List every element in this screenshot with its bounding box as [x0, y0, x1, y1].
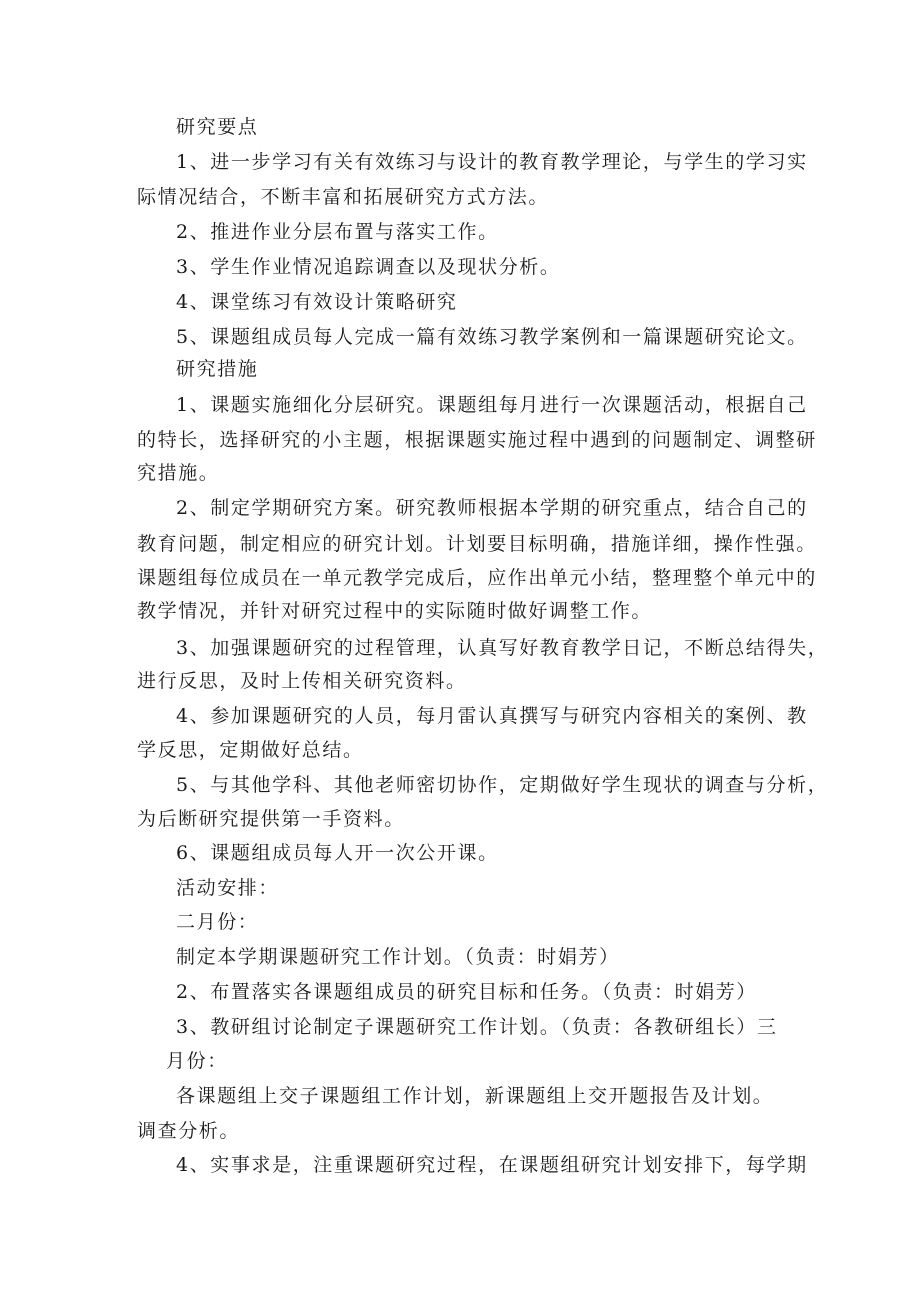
text-line: 课题组每位成员在一单元教学完成后，应作出单元小结，整理整个单元中的 [137, 567, 817, 589]
text-line: 4、参加课题研究的人员，每月雷认真撰写与研究内容相关的案例、教 [176, 705, 808, 727]
text-line: 调查分析。 [137, 1120, 241, 1142]
text-line: 5、与其他学科、其他老师密切协作，定期做好学生现状的调查与分析， [176, 774, 829, 796]
text-line: 2、推进作业分层布置与落实工作。 [176, 221, 499, 243]
text-line: 制定本学期课题研究工作计划。（负责：时娟芳） [176, 946, 620, 968]
text-line: 3、加强课题研究的过程管理，认真写好教育教学日记，不断总结得失， [176, 637, 829, 659]
text-line: 1、进一步学习有关有效练习与设计的教育教学理论，与学生的学习实 [176, 151, 808, 173]
text-line: 4、课堂练习有效设计策略研究 [176, 291, 458, 313]
heading-february: 二月份： [176, 911, 259, 933]
text-line: 1、课题实施细化分层研究。课题组每月进行一次课题活动，根据自己 [176, 394, 808, 416]
text-line: 学反思，定期做好总结。 [137, 739, 364, 761]
text-line: 5、课题组成员每人完成一篇有效练习教学案例和一篇课题研究论文。 [176, 326, 808, 348]
text-line: 2、布置落实各课题组成员的研究目标和任务。（负责：时娟芳） [176, 981, 757, 1003]
heading-research-points: 研究要点 [176, 116, 259, 138]
text-line: 3、教研组讨论制定子课题研究工作计划。（负责：各教研组长）三 [176, 1016, 778, 1038]
text-line: 2、制定学期研究方案。研究教师根据本学期的研究重点，结合自己的 [176, 497, 808, 519]
heading-research-measures: 研究措施 [176, 358, 259, 380]
text-line: 为后断研究提供第一手资料。 [137, 808, 405, 830]
text-line: 教学情况，并针对研究过程中的实际随时做好调整工作。 [137, 600, 653, 622]
heading-activity-schedule: 活动安排： [176, 877, 280, 899]
text-line: 3、学生作业情况追踪调查以及现状分析。 [176, 256, 561, 278]
text-line: 教育问题，制定相应的研究计划。计划要目标明确，措施详细，操作性强。 [137, 533, 817, 555]
text-line: 月份： [166, 1050, 228, 1072]
text-line: 各课题组上交子课题组工作计划，新课题组上交开题报告及计划。 [176, 1085, 774, 1107]
text-line: 的特长，选择研究的小主题，根据课题实施过程中遇到的问题制定、调整研 [137, 429, 817, 451]
text-line: 究措施。 [137, 462, 220, 484]
text-line: 4、实事求是，注重课题研究过程，在课题组研究计划安排下，每学期 [176, 1154, 808, 1176]
text-line: 进行反思，及时上传相关研究资料。 [137, 670, 467, 692]
text-line: 际情况结合，不断丰富和拓展研究方式方法。 [137, 186, 550, 208]
text-line: 6、课题组成员每人开一次公开课。 [176, 842, 499, 864]
